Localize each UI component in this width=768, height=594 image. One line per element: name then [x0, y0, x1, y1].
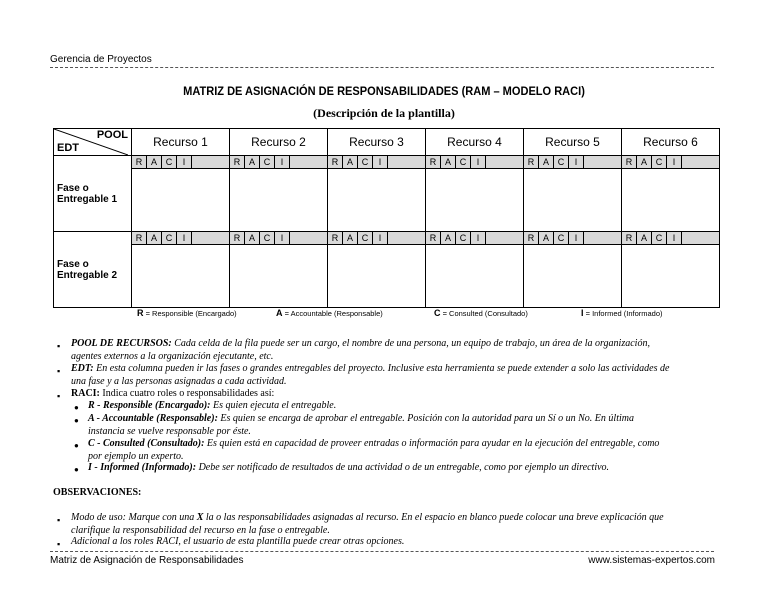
phase-cell: [54, 156, 132, 232]
raci-i: I: [275, 156, 290, 168]
sub-bullet: ●: [74, 416, 79, 425]
footer-right: www.sistemas-expertos.com: [588, 555, 715, 566]
notes-row: [54, 169, 720, 232]
raci-i: I: [667, 156, 682, 168]
phase-label: Fase o: [57, 258, 89, 270]
raci-r: R: [622, 232, 637, 244]
raci-i: I: [275, 232, 290, 244]
raci-r: R: [230, 232, 245, 244]
raci-description: RACI: Indica cuatro roles o responsabilidades así:: [71, 388, 275, 399]
raci-a: A: [343, 156, 358, 168]
raci-c: C: [652, 156, 667, 168]
phase-cell: [54, 232, 132, 308]
bullet: ▪: [57, 341, 61, 351]
raci-r: R: [524, 156, 539, 168]
raci-letters-cell: [426, 232, 524, 245]
raci-letters-cell: [230, 232, 328, 245]
note-cell[interactable]: [426, 169, 524, 232]
raci-i: I: [471, 232, 486, 244]
raci-c: C: [456, 232, 471, 244]
sub-bullet: ●: [74, 403, 79, 412]
raci-c: C: [162, 156, 177, 168]
edt-description: EDT: En esta columna pueden ir las fases o grandes entregables del proyecto. Inclusive esta herramienta se puede extender a solo las actividades de una fase y a las personas asignadas a cada actividad.: [71, 363, 670, 387]
raci-a: A: [245, 232, 260, 244]
raci-r: R: [328, 232, 343, 244]
footer-divider: [50, 551, 714, 552]
note-cell[interactable]: [328, 245, 426, 308]
bullet: ▪: [57, 539, 61, 549]
raci-a: A: [539, 232, 554, 244]
c-description: C - Consulted (Consultado): Es quien está en capacidad de proveer entradas o información para ayudar en la ejecución del entregable, como por ejemplo un experto.: [88, 438, 660, 462]
raci-c: C: [652, 232, 667, 244]
pool-label: POOL: [96, 129, 128, 141]
raci-row: [54, 156, 720, 169]
raci-i: I: [569, 156, 584, 168]
legend-a: A = Accountable (Responsable): [276, 308, 383, 318]
raci-i: I: [177, 232, 192, 244]
raci-c: C: [260, 232, 275, 244]
document-title: MATRIZ DE ASIGNACIÓN DE RESPONSABILIDADES (RAM – MODELO RACI): [183, 84, 585, 98]
note-cell[interactable]: [426, 245, 524, 308]
raci-i: I: [373, 232, 388, 244]
resource-header: Recurso 6: [622, 129, 720, 156]
resource-header: Recurso 5: [524, 129, 622, 156]
raci-r: R: [132, 232, 147, 244]
phase-label: Entregable 2: [57, 269, 118, 281]
resource-header: Recurso 4: [426, 129, 524, 156]
raci-letters-cell: [426, 156, 524, 169]
bullet: ▪: [57, 391, 61, 401]
raci-i: I: [471, 156, 486, 168]
raci-c: C: [456, 156, 471, 168]
raci-c: C: [162, 232, 177, 244]
note-cell[interactable]: [230, 169, 328, 232]
pool-description: POOL DE RECURSOS: Cada celda de la fila puede ser un cargo, el nombre de una persona, un equipo de trabajo, un área de la organización, agentes externos a la organización ejecutante, etc.: [71, 338, 650, 362]
raci-letters-cell: [328, 156, 426, 169]
raci-a: A: [147, 156, 162, 168]
note-cell[interactable]: [622, 245, 720, 308]
raci-c: C: [358, 232, 373, 244]
raci-letters-cell: [328, 232, 426, 245]
raci-r: R: [426, 232, 441, 244]
note-cell[interactable]: [132, 169, 230, 232]
r-description: R - Responsible (Encargado): Es quien ejecuta el entregable.: [88, 400, 337, 411]
resource-header: Recurso 2: [230, 129, 328, 156]
raci-letters-cell: [132, 232, 230, 245]
sub-bullet: ●: [74, 441, 79, 450]
notes-row: [54, 245, 720, 308]
bullet: ▪: [57, 366, 61, 376]
resource-header: Recurso 3: [328, 129, 426, 156]
raci-r: R: [524, 232, 539, 244]
legend-r: R = Responsible (Encargado): [137, 308, 237, 318]
raci-row: [54, 232, 720, 245]
phase-label: Fase o: [57, 182, 89, 194]
raci-i: I: [667, 232, 682, 244]
bullet: ▪: [57, 515, 61, 525]
raci-r: R: [622, 156, 637, 168]
observations-heading: OBSERVACIONES:: [53, 487, 142, 498]
legend-i: I = Informed (Informado): [581, 308, 663, 318]
observation-extra: Adicional a los roles RACI, el usuario de esta plantilla puede crear otras opciones.: [71, 536, 405, 547]
raci-c: C: [554, 156, 569, 168]
raci-c: C: [554, 232, 569, 244]
raci-i: I: [177, 156, 192, 168]
edt-label: EDT: [57, 142, 79, 154]
resources-header-row: [54, 129, 720, 156]
raci-c: C: [358, 156, 373, 168]
raci-r: R: [132, 156, 147, 168]
raci-r: R: [426, 156, 441, 168]
note-cell[interactable]: [132, 245, 230, 308]
sub-bullet: ●: [74, 465, 79, 474]
raci-a: A: [637, 156, 652, 168]
raci-a: A: [343, 232, 358, 244]
raci-a: A: [147, 232, 162, 244]
observation-usage: Modo de uso: Marque con una X la o las responsabilidades asignadas al recurso. En el espacio en blanco puede colocar una breve explicación que clarifique la responsabilidad del recurso en la fase o entregable.: [71, 512, 664, 536]
raci-a: A: [637, 232, 652, 244]
note-cell[interactable]: [622, 169, 720, 232]
header-divider: [50, 67, 714, 68]
note-cell[interactable]: [524, 245, 622, 308]
raci-letters-cell: [524, 232, 622, 245]
raci-c: C: [260, 156, 275, 168]
raci-a: A: [441, 156, 456, 168]
corner-cell: [54, 129, 132, 156]
document-subtitle: (Descripción de la plantilla): [313, 106, 455, 120]
raci-i: I: [373, 156, 388, 168]
raci-letters-cell: [622, 232, 720, 245]
raci-letters-cell: [622, 156, 720, 169]
i-description: I - Informed (Informado): Debe ser notificado de resultados de una actividad o de un entregable, como por ejemplo un directivo.: [88, 462, 610, 473]
note-cell[interactable]: [524, 169, 622, 232]
raci-matrix: [53, 128, 720, 308]
raci-r: R: [230, 156, 245, 168]
note-cell[interactable]: [230, 245, 328, 308]
footer-left: Matriz de Asignación de Responsabilidades: [50, 555, 244, 566]
raci-i: I: [569, 232, 584, 244]
header-section: Gerencia de Proyectos: [50, 54, 152, 65]
raci-a: A: [245, 156, 260, 168]
resource-header: Recurso 1: [132, 129, 230, 156]
note-cell[interactable]: [328, 169, 426, 232]
phase-label: Entregable 1: [57, 193, 118, 205]
raci-a: A: [539, 156, 554, 168]
legend-c: C = Consulted (Consultado): [434, 308, 528, 318]
raci-a: A: [441, 232, 456, 244]
raci-r: R: [328, 156, 343, 168]
a-description: A - Accountable (Responsable): Es quien se encarga de aprobar el entregable. Posición con la autoridad para un Sí o un No. En última instancia se vuelve responsable por éste.: [88, 413, 634, 437]
raci-letters-cell: [132, 156, 230, 169]
raci-letters-cell: [230, 156, 328, 169]
raci-letters-cell: [524, 156, 622, 169]
